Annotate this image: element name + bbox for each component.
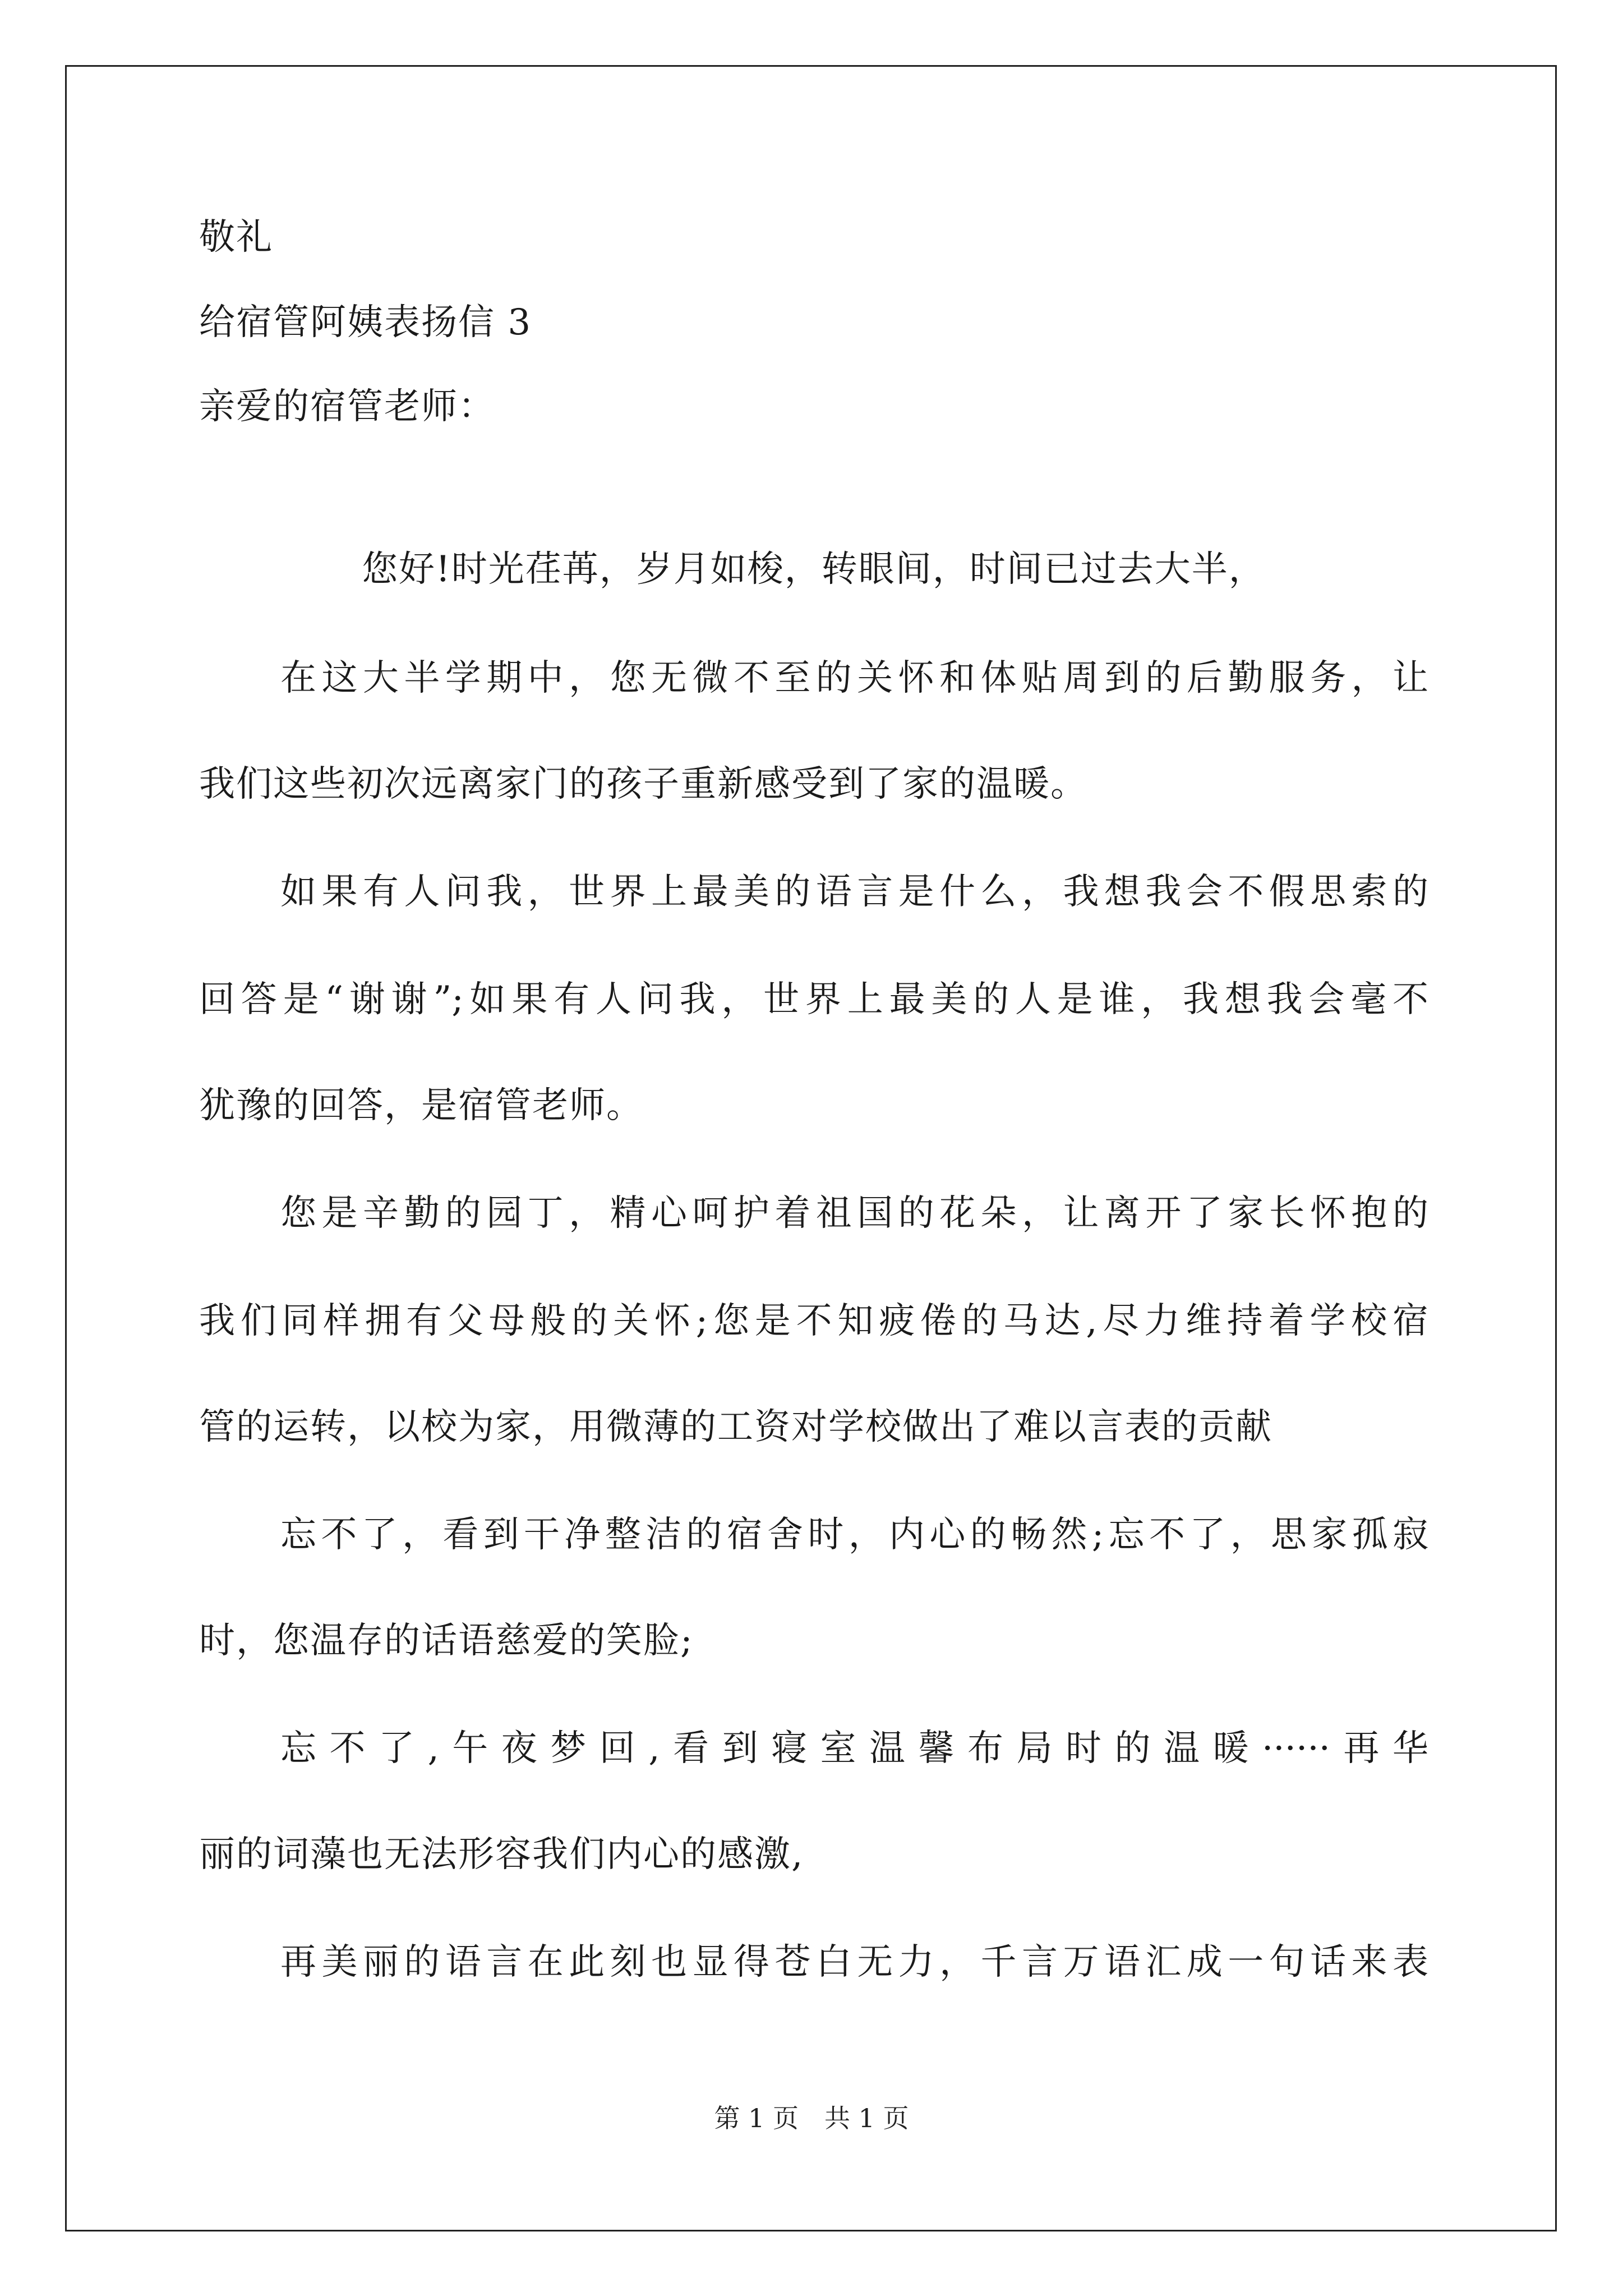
page-footer: 第 1 页 共 1 页 bbox=[714, 2103, 909, 2133]
paragraph-line: 管的运转，以校为家，用微薄的工资对学校做出了难以言表的贡献 bbox=[199, 1406, 1272, 1448]
paragraph-line: 丽的词藻也无法形容我们内心的感激, bbox=[199, 1834, 804, 1875]
closing-text: 敬礼 bbox=[199, 217, 273, 258]
salutation: 亲爱的宿管老师： bbox=[199, 386, 495, 427]
paragraph-line: 我们这些初次远离家门的孩子重新感受到了家的温暖。 bbox=[199, 763, 1087, 805]
paragraph-line: 在这大半学期中，您无微不至的关怀和体贴周到的后勤服务，让 bbox=[280, 657, 1428, 699]
letter-title: 给宿管阿姨表扬信 3 bbox=[199, 302, 532, 343]
paragraph-line: 忘不了,午夜梦回,看到寝室温馨布局时的温暖······再华 bbox=[280, 1728, 1428, 1769]
paragraph-line: 如果有人问我，世界上最美的语言是什么，我想我会不假思索的 bbox=[280, 871, 1428, 913]
paragraph-line: 您是辛勤的园丁，精心呵护着祖国的花朵，让离开了家长怀抱的 bbox=[280, 1193, 1428, 1234]
paragraph-line: 您好!时光荏苒，岁月如梭，转眼间，时间已过去大半， bbox=[362, 549, 1266, 590]
paragraph-line: 时，您温存的话语慈爱的笑脸; bbox=[199, 1620, 694, 1662]
paragraph-line: 忘不了，看到干净整洁的宿舍时，内心的畅然;忘不了，思家孤寂 bbox=[280, 1514, 1428, 1556]
paragraph-line: 再美丽的语言在此刻也显得苍白无力，千言万语汇成一句话来表 bbox=[280, 1941, 1428, 1983]
paragraph-line: 我们同样拥有父母般的关怀;您是不知疲倦的马达,尽力维持着学校宿 bbox=[199, 1300, 1428, 1342]
paragraph-line: 犹豫的回答，是宿管老师。 bbox=[199, 1085, 643, 1126]
paragraph-line: 回答是“谢谢”;如果有人问我，世界上最美的人是谁，我想我会毫不 bbox=[199, 979, 1428, 1020]
